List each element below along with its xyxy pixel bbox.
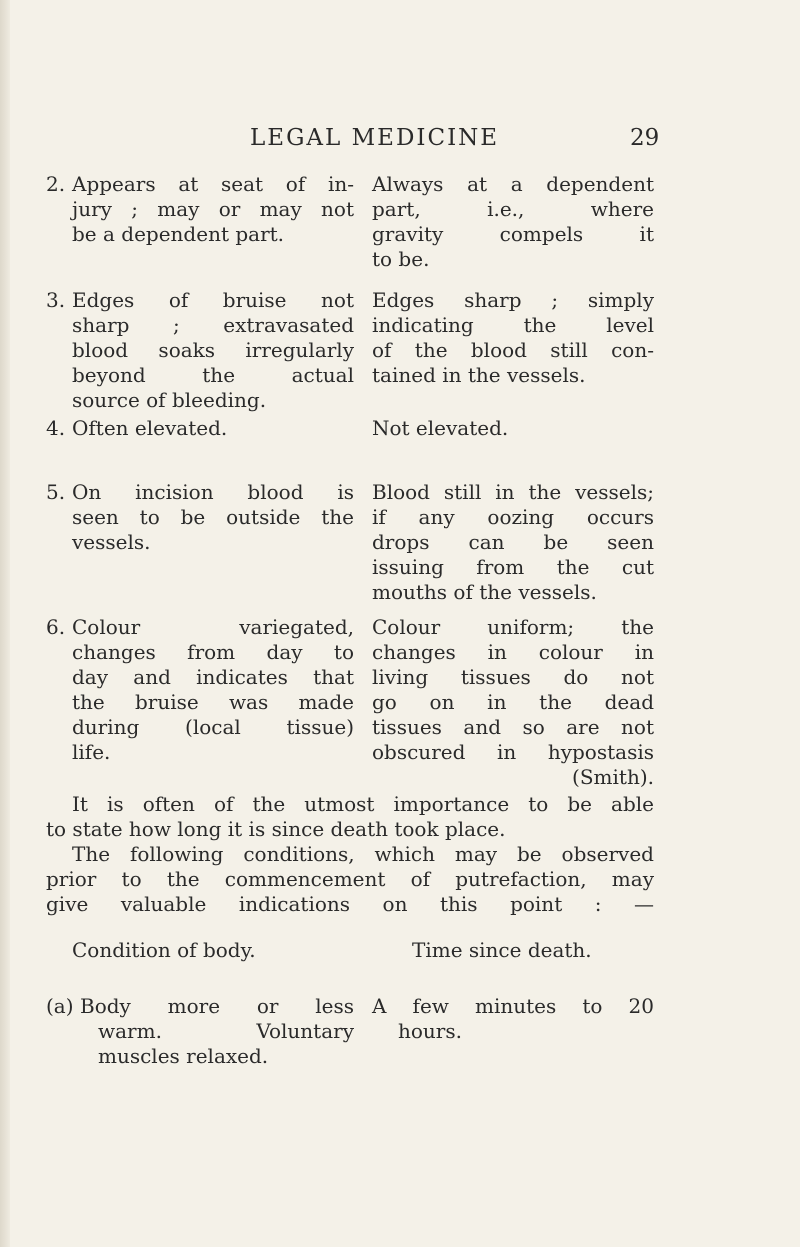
- text-line: Body more or less: [80, 994, 354, 1018]
- text-line: Colour uniform; the: [372, 615, 654, 639]
- row-left-text: [72, 480, 354, 555]
- text-line: Always at a dependent: [372, 172, 654, 196]
- row-right-text: [372, 416, 654, 441]
- column-header-condition: Condition of body.: [72, 938, 256, 962]
- entry-condition: [72, 994, 354, 1069]
- text-line: day and indicates that: [72, 665, 354, 689]
- text-line: Not elevated.: [372, 416, 509, 440]
- text-line: seen to be outside the: [72, 505, 354, 529]
- row-number: 3.: [46, 288, 66, 312]
- row-right-text: [372, 288, 654, 388]
- text-line: Blood still in the vessels;: [372, 480, 654, 504]
- column-header-time: Time since death.: [412, 938, 592, 962]
- text-line: The following conditions, which may be observed: [72, 842, 654, 866]
- text-line: warm. Voluntary: [98, 1019, 354, 1043]
- text-line: prior to the commencement of putrefaction, may: [46, 867, 654, 891]
- text-line: tained in the vessels.: [372, 363, 586, 387]
- text-line: beyond the actual: [72, 363, 354, 387]
- text-line: Colour variegated,: [72, 615, 354, 639]
- text-line: hours.: [398, 1019, 462, 1043]
- text-line: sharp ; extravasated: [72, 313, 354, 337]
- text-line: obscured in hypostasis: [372, 740, 654, 764]
- page-header: [0, 125, 800, 165]
- text-line: indicating the level: [372, 313, 654, 337]
- text-line: life.: [72, 740, 111, 764]
- row-number: 6.: [46, 615, 66, 639]
- row-number: 5.: [46, 480, 66, 504]
- text-line: It is often of the utmost importance to be able: [72, 792, 654, 816]
- text-line: vessels.: [72, 530, 151, 554]
- entry-label: (a): [46, 994, 74, 1018]
- text-line: changes from day to: [72, 640, 354, 664]
- text-line: source of bleeding.: [72, 388, 267, 412]
- row-left-text: [72, 172, 354, 247]
- text-line: Edges of bruise not: [72, 288, 354, 312]
- text-line: the bruise was made: [72, 690, 354, 714]
- row-number: 4.: [46, 416, 66, 440]
- text-line: changes in colour in: [372, 640, 654, 664]
- text-line: Appears at seat of in-: [72, 172, 354, 196]
- row-right-text: [372, 480, 654, 605]
- page-number: 29: [630, 125, 660, 151]
- running-title: LEGAL MEDICINE: [250, 125, 500, 151]
- text-line: drops can be seen: [372, 530, 654, 554]
- row-right-text: [372, 615, 654, 790]
- text-line: go on in the dead: [372, 690, 654, 714]
- text-line: give valuable indications on this point : —: [46, 892, 654, 916]
- text-line: Often elevated.: [72, 416, 228, 440]
- text-line: muscles relaxed.: [98, 1044, 269, 1068]
- row-left-text: [72, 288, 354, 413]
- text-line: issuing from the cut: [372, 555, 654, 579]
- text-line: On incision blood is: [72, 480, 354, 504]
- row-left-text: [72, 416, 354, 441]
- text-line: to state how long it is since death took place.: [46, 817, 506, 841]
- text-line: tissues and so are not: [372, 715, 654, 739]
- text-line: be a dependent part.: [72, 222, 285, 246]
- row-number: 2.: [46, 172, 66, 196]
- page-edge: [0, 0, 10, 1247]
- text-line: (Smith).: [572, 765, 654, 789]
- text-line: living tissues do not: [372, 665, 654, 689]
- text-line: to be.: [372, 247, 430, 271]
- text-line: A few minutes to 20: [372, 994, 654, 1018]
- text-line: Edges sharp ; simply: [372, 288, 654, 312]
- text-line: mouths of the vessels.: [372, 580, 597, 604]
- row-right-text: [372, 172, 654, 272]
- text-line: gravity compels it: [372, 222, 654, 246]
- row-left-text: [72, 615, 354, 765]
- entry-time: [372, 994, 654, 1044]
- text-line: jury ; may or may not: [72, 197, 354, 221]
- text-line: during (local tissue): [72, 715, 354, 739]
- text-line: if any oozing occurs: [372, 505, 654, 529]
- body-paragraph: [46, 792, 654, 917]
- text-line: blood soaks irregularly: [72, 338, 354, 362]
- text-line: of the blood still con-: [372, 338, 654, 362]
- text-line: part, i.e., where: [372, 197, 654, 221]
